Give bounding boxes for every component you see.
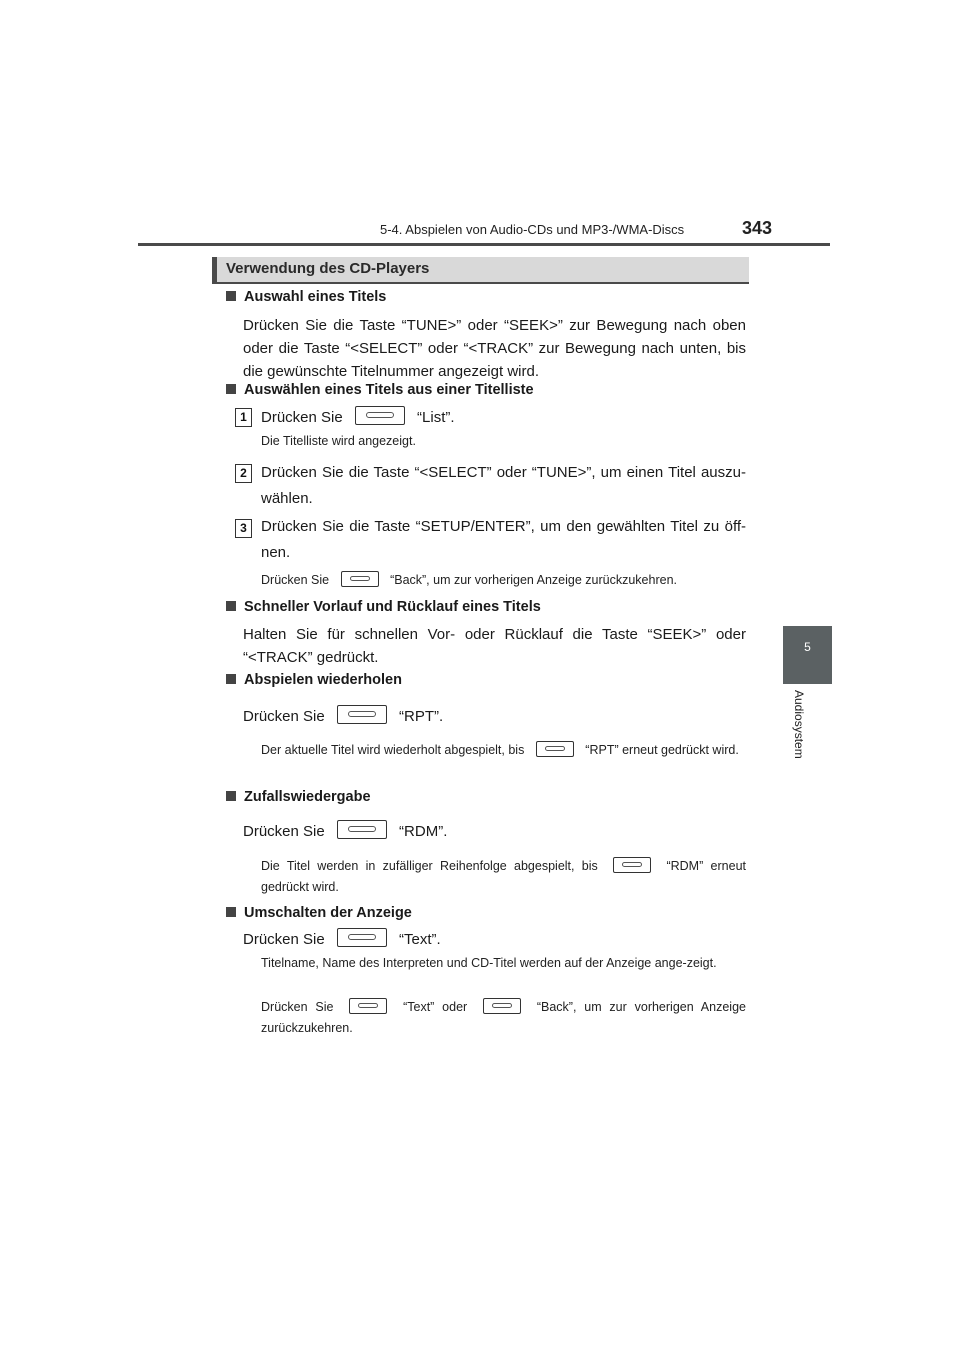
step-3-text: Drücken Sie die Taste “SETUP/ENTER”, um den gewählten Titel zu öff-nen. xyxy=(261,518,746,561)
back-button-icon xyxy=(483,998,521,1014)
chapter-tab xyxy=(783,626,832,684)
step-1-note: Die Titelliste wird angezeigt. xyxy=(261,434,416,448)
paragraph-fast-forward: Halten Sie für schnellen Vor- oder Rücklauf die Taste “SEEK>” oder “<TRACK” gedrückt. xyxy=(243,626,746,666)
display-note-2: Drücken Sie “Text” oder “Back”, um zur vorherigen Anzeige zurückzukehren. xyxy=(261,1000,746,1035)
display-note-1: Titelname, Name des Interpreten und CD-Titel werden auf der Anzeige ange-zeigt. xyxy=(261,956,717,970)
rpt-button-icon xyxy=(337,705,387,724)
page-number: 343 xyxy=(742,218,773,238)
list-button-icon xyxy=(355,406,405,425)
step-1-text: Drücken Sie “List”. xyxy=(261,406,746,429)
step-2-text: Drücken Sie die Taste “<SELECT” oder “TUNE>”, um einen Titel auszu-wählen. xyxy=(261,464,746,507)
section-title: Verwendung des CD-Players xyxy=(226,260,430,277)
display-instruction: Drücken Sie “Text”. xyxy=(243,928,746,951)
square-bullet-icon xyxy=(226,791,236,801)
heading-select-from-list: Auswählen eines Titels aus einer Titelliste xyxy=(226,382,534,398)
step-number-1: 1 xyxy=(235,408,252,427)
step-number-2: 2 xyxy=(235,464,252,483)
header-section-title: 5-4. Abspielen von Audio-CDs und MP3-/WMA-Discs xyxy=(380,222,685,237)
chapter-tab-number: 5 xyxy=(804,640,811,654)
square-bullet-icon xyxy=(226,674,236,684)
square-bullet-icon xyxy=(226,907,236,917)
header-divider xyxy=(138,243,830,246)
heading-display: Umschalten der Anzeige xyxy=(226,905,412,921)
back-button-icon xyxy=(341,571,379,587)
back-note: Drücken Sie “Back”, um zur vorherigen Anzeige zurückzukehren. xyxy=(261,573,678,587)
section-title-accent xyxy=(212,257,217,284)
text-button-icon xyxy=(337,928,387,947)
text-button-icon xyxy=(349,998,387,1014)
step-number-3: 3 xyxy=(235,519,252,538)
repeat-instruction: Drücken Sie “RPT”. xyxy=(243,705,746,728)
heading-random: Zufallswiedergabe xyxy=(226,789,371,805)
random-instruction: Drücken Sie “RDM”. xyxy=(243,820,746,843)
random-note: Die Titel werden in zufälliger Reihenfolge abgespielt, bis “RDM” erneut gedrückt wird. xyxy=(261,859,747,894)
square-bullet-icon xyxy=(226,384,236,394)
repeat-note: Der aktuelle Titel wird wiederholt abgespielt, bis “RPT” erneut gedrückt wird. xyxy=(261,743,739,757)
square-bullet-icon xyxy=(226,601,236,611)
rdm-button-icon xyxy=(613,857,651,873)
heading-repeat: Abspielen wiederholen xyxy=(226,672,402,688)
chapter-tab-label: Audiosystem xyxy=(792,690,806,759)
rdm-button-icon xyxy=(337,820,387,839)
square-bullet-icon xyxy=(226,291,236,301)
paragraph-select-track: Drücken Sie die Taste “TUNE>” oder “SEEK>” zur Bewegung nach oben oder die Taste “<SELECT” oder “<TRACK” zur Bewegung nach unten, bis die gewünschte Titelnummer angezeigt wird. xyxy=(243,317,746,380)
heading-fast-forward: Schneller Vorlauf und Rücklauf eines Titels xyxy=(226,599,541,615)
heading-select-track: Auswahl eines Titels xyxy=(226,289,386,305)
rpt-button-icon xyxy=(536,741,574,757)
